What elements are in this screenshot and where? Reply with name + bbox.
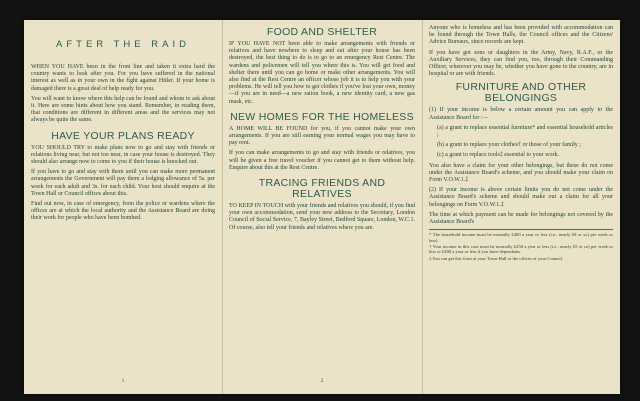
list-item: (a) a grant to replace essential furniture* and essential household articles ; [437, 124, 613, 139]
page-number: 1 [121, 378, 125, 384]
paragraph: A HOME WILL BE FOUND for you, if you cannot make your own arrangements. If you are still earning your normal wages you may have to pay rent. [229, 125, 415, 147]
footnote: † Your income in this case must be normally £250 a year or less (i.e., nearly £5 or so) per week or less or £400 a year or less if you have dependants. [429, 244, 613, 255]
panel-3 [422, 20, 620, 394]
list-item: (b) a grant to replace your clothes† or those of your family ; [437, 142, 581, 149]
heading-new-homes: NEW HOMES FOR THE HOMELESS [230, 110, 414, 123]
paragraph: The time at which payment can be made for belongings not covered by the Assistance Board's [429, 211, 613, 226]
paragraph: YOU SHOULD TRY to make plans now to go and stay with friends or relations living near, but not too near, in case your house is destroyed. They should also arrange now to come to you if their house is knocked out. [31, 144, 215, 166]
panel-2 [222, 20, 422, 394]
paragraph: (1) If your income is below a certain amount you can apply to the Assistance Board for :— [429, 107, 613, 121]
heading-furniture: FURNITURE AND OTHER BELONGINGS [455, 81, 587, 105]
paragraph: Find out now, in case of emergency, from the police or wardens where the offices are at which the local authority and the Assistance Board are doing their work for people who have been bombed. [31, 201, 215, 222]
panel-1 [24, 20, 222, 394]
footnote-divider [429, 229, 613, 230]
paragraph: WHEN YOU HAVE been in the front line and taken it extra hard the country wants to look after you. For you have suffered in the national interest as well as in your own in the fight against Hitler. If your home is damaged there is a great deal of help ready for you. [31, 64, 215, 92]
paragraph: If you can make arrangements to go and stay with friends or relatives, you will be given a free travel voucher if you cannot get to them without help. Enquire about this at the Rest Centre. [229, 150, 415, 171]
paragraph: IF YOU HAVE NOT been able to make arrangements with friends or relatives and have nowhere to sleep and eat after your house has been destroyed, the best thing to do is to go to an emergency Rest Centre. The wardens and policemen will tell you where this is. You will get food and shelter there until you can go home or make other arrangements. You will also find at the Rest Centre an officer whose job it is to help you with your problems. He will tell you how to get clothes if you've lost your own, money—if you are in need—a new ration book, a new identity card, a new gas mask, etc. [229, 41, 415, 105]
footnote: ‡ You can get this form at your Town Hall or the offices of your Council. [429, 255, 564, 261]
paragraph: (2) If your income is above certain limits you do not come under the Assistance Board's scheme and should make out a claim for all your belongings on Form V.O.W.1.‡ [429, 187, 613, 208]
paragraph: You also have a claim for your other belongings, but these do not come under the Assistance Board's scheme, and you should make your claim on Form V.O.W.1.‡ [429, 162, 613, 184]
list-item: (c) a grant to replace tools‡ essential to your work. [437, 152, 559, 159]
heading-plans-ready: HAVE YOUR PLANS READY [51, 129, 195, 142]
footnote: * The household income must be normally £400 a year or less (i.e., nearly £8 or so) per week or less). [429, 232, 613, 243]
heading-tracing: TRACING FRIENDS AND RELATIVES [258, 177, 386, 201]
paragraph: If you have got sons or daughters in the Army, Navy, R.A.F., or the Auxiliary Services, they can find you, too, through their Commanding Officer, wherever you may be, whether you have gone to the country, are in hospital or are with friends. [429, 49, 613, 78]
panel-1-title: AFTER THE RAID [56, 39, 190, 50]
heading-food-shelter: FOOD AND SHELTER [266, 26, 378, 38]
paragraph: Anyone who is homeless and has been provided with accommodation can be found through the Town Halls, the Council offices and the Citizens' Advice Bureaux, since records are kept. [429, 25, 613, 46]
leaflet-sheet [24, 20, 620, 394]
paragraph: You will want to know where this help can be found and whom to ask about it. Here are some hints about how you stand. Remember, in reading them, that conditions are different in different areas and the services may not always be quite the same. [31, 95, 215, 124]
paragraph: If you have to go and stay with them until you can make more permanent arrangements the Government will pay them a lodging allowance of 5s. per week for each adult and 3s. for each child. Your host should enquire at the Town Hall or Council offices about this. [31, 169, 215, 197]
page-number: 2 [320, 378, 324, 384]
paragraph: TO KEEP IN TOUCH with your friends and relatives you should, if you find your own accommodation, send your new address to the Secretary, London Council of Social Service, 7, Bayley Street, Bedford Square, London, W.C.1. Of course, also tell your friends and relatives where you are. [229, 203, 415, 231]
